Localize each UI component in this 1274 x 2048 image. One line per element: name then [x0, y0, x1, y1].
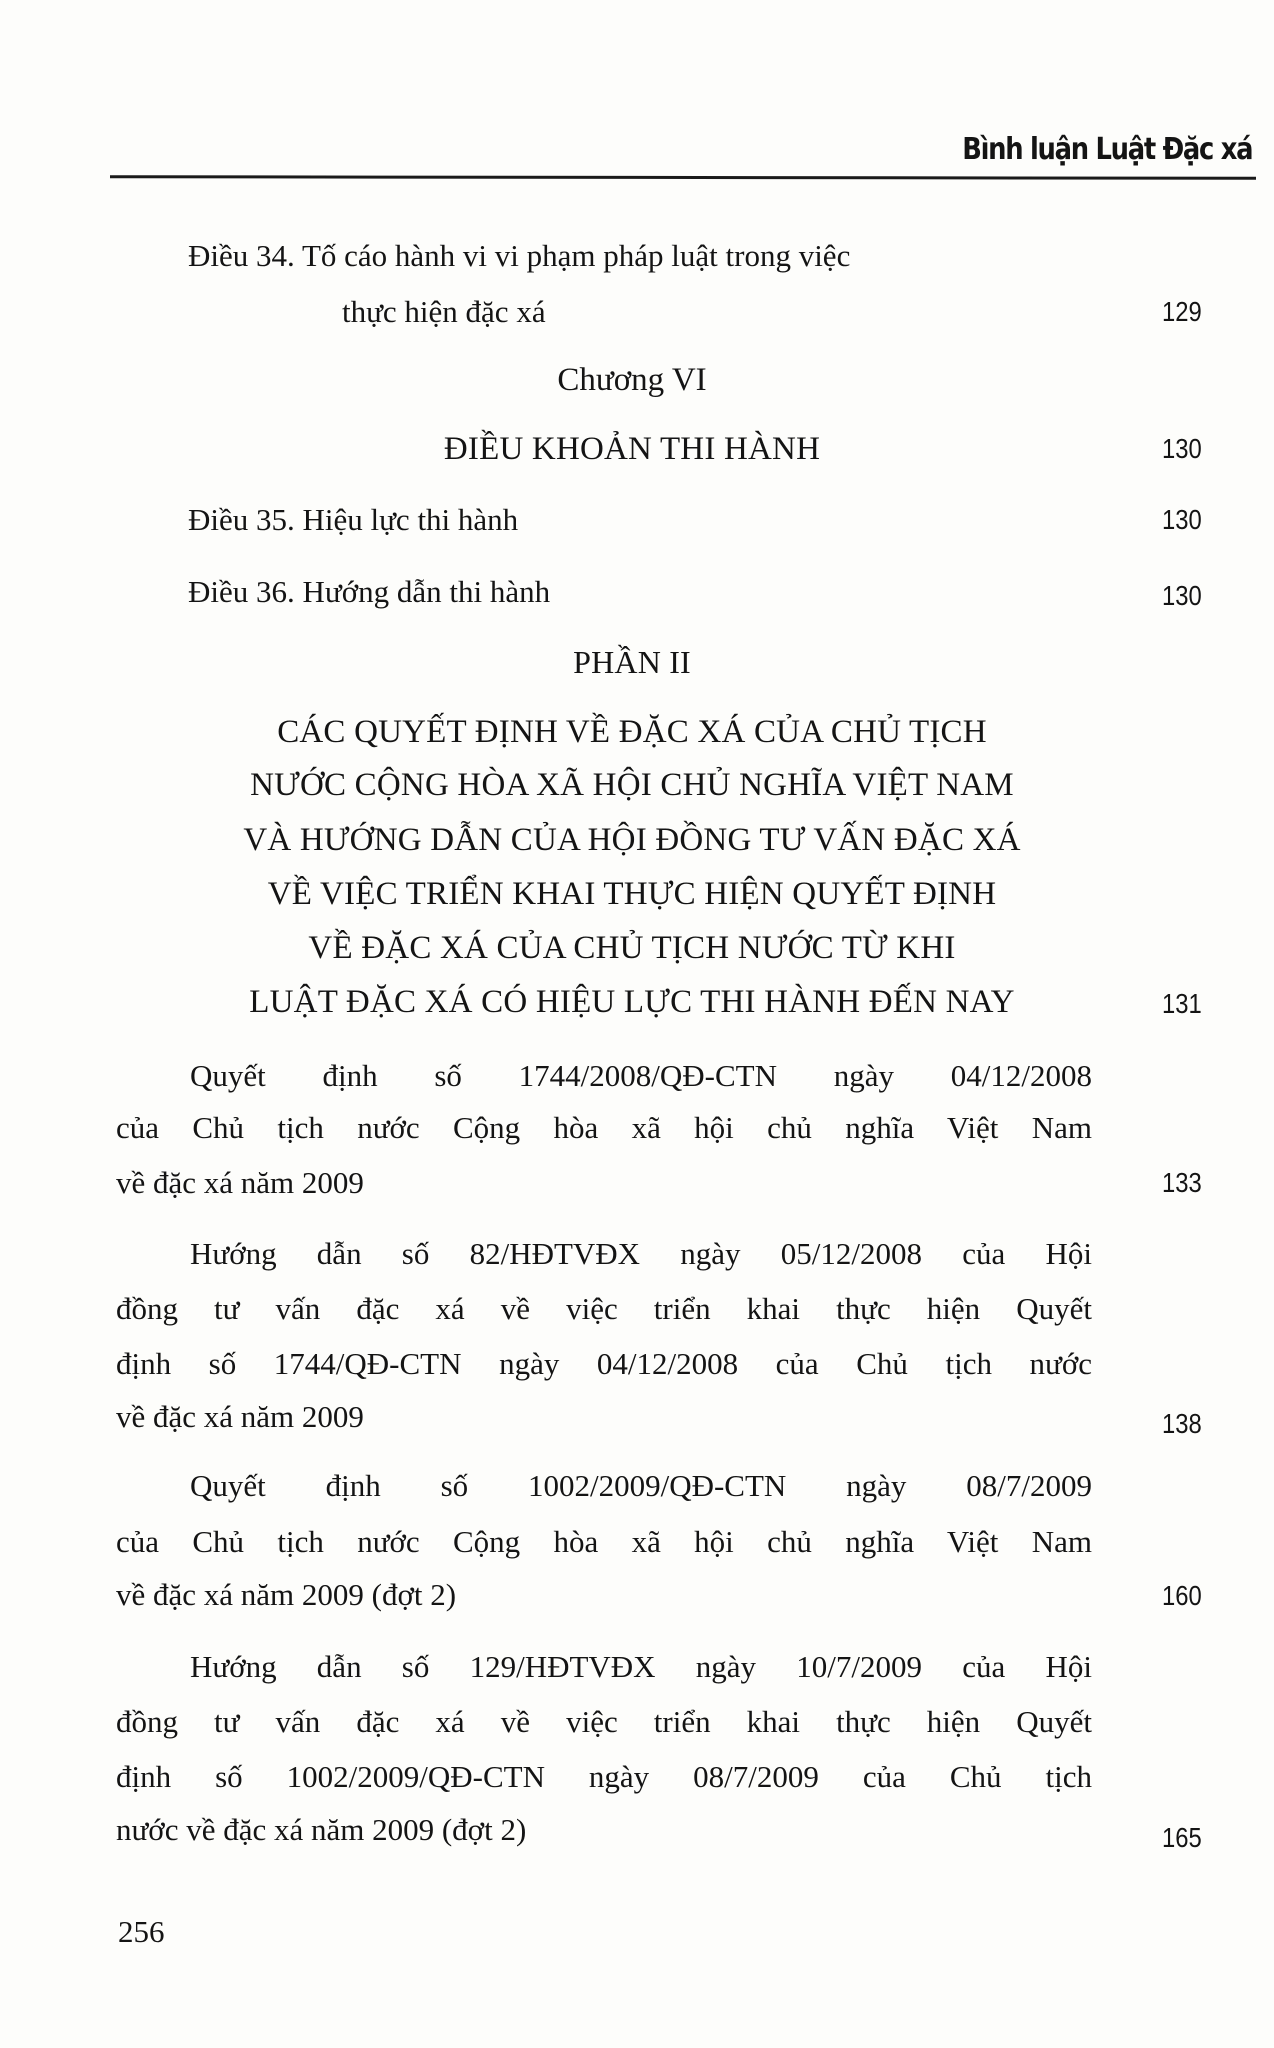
part-title-line: NƯỚC CỘNG HÒA XÃ HỘI CHỦ NGHĨA VIỆT NAM: [250, 767, 1014, 803]
toc-page-number: 130: [1162, 504, 1202, 535]
toc-entry-text: của Chủ tịch nước Cộng hòa xã hội chủ nghĩa Việt Nam: [116, 1110, 1092, 1145]
toc-entry-text: về đặc xá năm 2009 (đợt 2): [116, 1577, 457, 1612]
part-title-line: VÀ HƯỚNG DẪN CỦA HỘI ĐỒNG TƯ VẤN ĐẶC XÁ: [243, 822, 1021, 858]
toc-entry-text: về đặc xá năm 2009: [116, 1399, 364, 1434]
page-number: 256: [118, 1914, 165, 1949]
toc-page-number: 133: [1162, 1167, 1202, 1198]
toc-entry-text: thực hiện đặc xá: [342, 294, 546, 329]
toc-page-number: 129: [1162, 296, 1202, 327]
chapter-label: Chương VI: [557, 362, 707, 398]
part-title-line: VỀ VIỆC TRIỂN KHAI THỰC HIỆN QUYẾT ĐỊNH: [267, 876, 997, 912]
toc-entry-text: Điều 35. Hiệu lực thi hành: [188, 502, 519, 537]
part-title-line: CÁC QUYẾT ĐỊNH VỀ ĐẶC XÁ CỦA CHỦ TỊCH: [277, 714, 987, 750]
header-rule: [110, 175, 1256, 180]
toc-entry-text: của Chủ tịch nước Cộng hòa xã hội chủ nghĩa Việt Nam: [116, 1524, 1092, 1559]
toc-entry-text: đồng tư vấn đặc xá về việc triển khai thực hiện Quyết: [116, 1704, 1092, 1739]
chapter-title: ĐIỀU KHOẢN THI HÀNH: [443, 431, 821, 467]
toc-entry-text: Hướng dẫn số 129/HĐTVĐX ngày 10/7/2009 của Hội: [190, 1649, 1092, 1684]
toc-entry-text: định số 1002/2009/QĐ-CTN ngày 08/7/2009 của Chủ tịch: [116, 1759, 1092, 1794]
toc-entry-text: nước về đặc xá năm 2009 (đợt 2): [116, 1812, 527, 1847]
toc-entry-text: Hướng dẫn số 82/HĐTVĐX ngày 05/12/2008 của Hội: [190, 1236, 1092, 1271]
toc-page-number: 130: [1162, 580, 1202, 611]
toc-entry-text: Điều 36. Hướng dẫn thi hành: [188, 574, 551, 609]
toc-page-number: 138: [1162, 1408, 1202, 1439]
running-header-title: Bình luận Luật Đặc xá: [962, 132, 1252, 167]
part-title-line: LUẬT ĐẶC XÁ CÓ HIỆU LỰC THI HÀNH ĐẾN NAY: [249, 984, 1015, 1020]
toc-entry-text: Điều 34. Tố cáo hành vi vi phạm pháp luật trong việc: [188, 238, 851, 273]
toc-entry-text: đồng tư vấn đặc xá về việc triển khai thực hiện Quyết: [116, 1291, 1092, 1326]
toc-page-number: 165: [1162, 1822, 1202, 1853]
part-label: PHẦN II: [573, 644, 691, 680]
toc-entry-text: Quyết định số 1002/2009/QĐ-CTN ngày 08/7/2009: [190, 1468, 1092, 1503]
toc-page-number: 130: [1162, 433, 1202, 464]
toc-entry-text: về đặc xá năm 2009: [116, 1165, 364, 1200]
toc-page-number: 131: [1162, 988, 1202, 1019]
toc-page-number: 160: [1162, 1580, 1202, 1611]
part-title-line: VỀ ĐẶC XÁ CỦA CHỦ TỊCH NƯỚC TỪ KHI: [308, 930, 956, 966]
toc-entry-text: định số 1744/QĐ-CTN ngày 04/12/2008 của Chủ tịch nước: [116, 1346, 1092, 1381]
toc-entry-text: Quyết định số 1744/2008/QĐ-CTN ngày 04/12/2008: [190, 1058, 1092, 1093]
